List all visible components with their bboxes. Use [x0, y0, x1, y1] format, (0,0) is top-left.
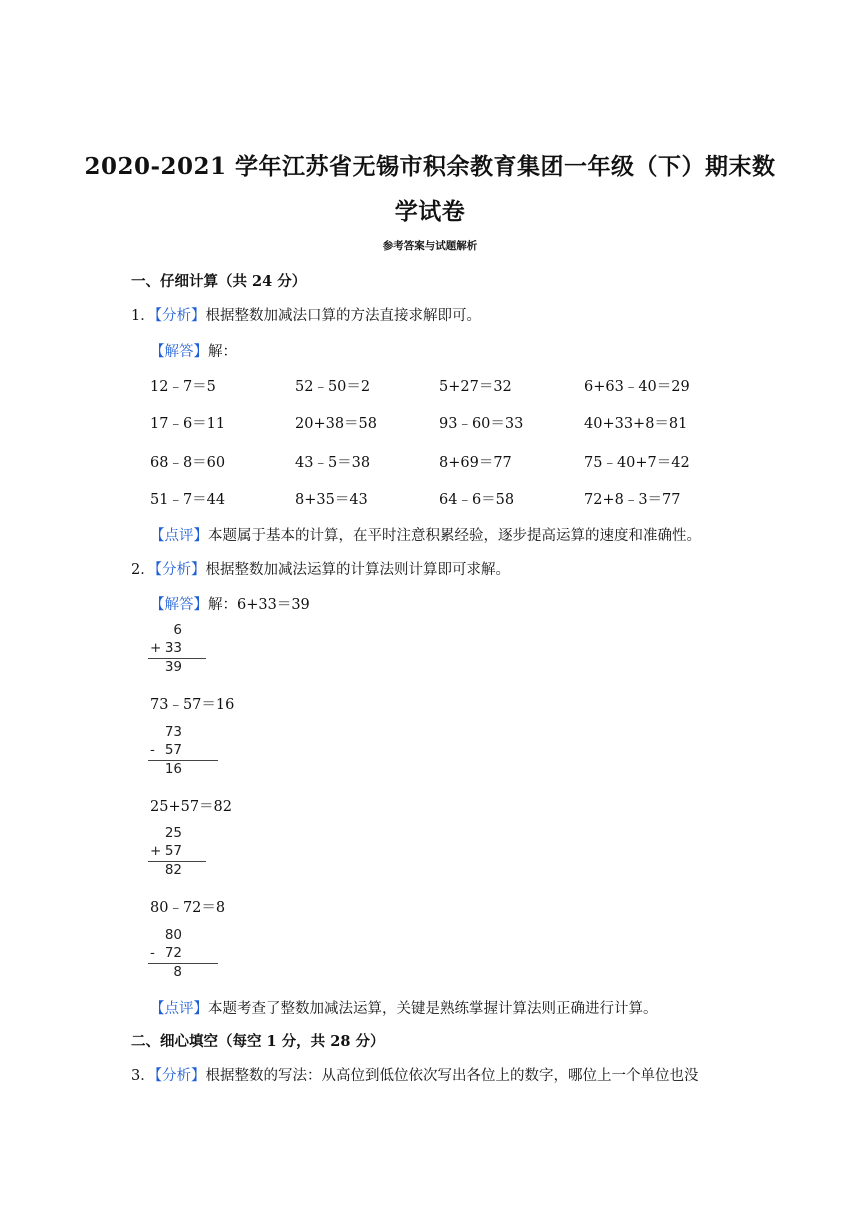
- vertical-calc-4: [148, 927, 218, 983]
- vcalc2-sign: -: [150, 742, 155, 758]
- q1-answer-prefix: 解：: [208, 344, 237, 360]
- q1-comment-tag: 【点评】: [150, 528, 208, 544]
- q1-eq-r2-c4: 40+33+8＝81: [584, 416, 688, 432]
- document-title-line1: 2020-2021 学年江苏省无锡市积余教育集团一年级（下）期末数: [84, 153, 776, 180]
- q1-eq-r4-c3: 64﹣6＝58: [439, 492, 515, 508]
- q1-eq-r4-c4: 72+8﹣3＝77: [584, 492, 681, 508]
- document-subtitle: 参考答案与试题解析: [382, 240, 478, 252]
- q1-analysis-tag: 【分析】: [154, 308, 206, 324]
- q1-eq-r2-c2: 20+38＝58: [295, 416, 378, 432]
- vcalc4-result: 8: [173, 964, 182, 980]
- vertical-calc-2: [148, 724, 218, 780]
- q1-analysis-text: 根据整数加减法口算的方法直接求解即可。: [205, 308, 481, 324]
- q1-eq-r3-c4: 75﹣40+7＝42: [584, 455, 690, 471]
- q2-answer-line: [150, 593, 310, 614]
- vcalc3-bottom: 57: [164, 843, 182, 859]
- section-heading-1: 一、仔细计算（共 24 分）: [131, 273, 307, 290]
- q1-comment-line: [150, 524, 701, 545]
- q1-eq-r4-c2: 8+35＝43: [295, 492, 368, 508]
- vcalc2-bottom: 57: [164, 742, 182, 758]
- vcalc4-sign: -: [150, 945, 155, 961]
- q1-eq-r2-c1: 17﹣6＝11: [150, 416, 226, 432]
- vcalc1-top: 6: [173, 622, 182, 638]
- q1-analysis-line: [131, 304, 481, 325]
- vcalc1-result: 39: [164, 659, 182, 675]
- section-heading-2: 二、细心填空（每空 1 分，共 28 分）: [131, 1033, 385, 1050]
- vcalc3-top: 25: [164, 825, 182, 841]
- q2-eq3: 25+57＝82: [150, 799, 233, 815]
- q1-eq-r1-c2: 52﹣50＝2: [295, 379, 371, 395]
- vcalc4-bottom: 72: [164, 945, 182, 961]
- vcalc4-top: 80: [164, 927, 182, 943]
- vcalc3-sign: +: [150, 843, 162, 859]
- q3-number: 3．: [131, 1068, 155, 1084]
- vcalc1-bottom: 33: [164, 640, 182, 656]
- vcalc2-result: 16: [164, 761, 182, 777]
- q1-eq-r4-c1: 51﹣7＝44: [150, 492, 226, 508]
- q1-comment-text: 本题属于基本的计算，在平时注意积累经验，逐步提高运算的速度和准确性。: [208, 528, 701, 544]
- q2-analysis-tag: 【分析】: [154, 562, 206, 578]
- q2-comment-line: [150, 997, 658, 1018]
- q1-eq-r2-c3: 93﹣60＝33: [439, 416, 524, 432]
- q2-comment-tag: 【点评】: [150, 1001, 208, 1017]
- q2-comment-text: 本题考查了整数加减法运算，关键是熟练掌握计算法则正确进行计算。: [208, 1001, 658, 1017]
- q2-eq4: 80﹣72＝8: [150, 900, 226, 916]
- q3-analysis-text: 根据整数的写法：从高位到低位依次写出各位上的数字，哪位上一个单位也没: [205, 1068, 699, 1084]
- q2-analysis-text: 根据整数加减法运算的计算法则计算即可求解。: [205, 562, 510, 578]
- vertical-calc-1: [148, 622, 218, 678]
- q3-analysis-tag: 【分析】: [154, 1068, 206, 1084]
- q2-eq2: 73﹣57＝16: [150, 697, 235, 713]
- q1-eq-r1-c1: 12﹣7＝5: [150, 379, 216, 395]
- vcalc1-sign: +: [150, 640, 162, 656]
- q3-analysis-line: [131, 1064, 698, 1085]
- q1-eq-r3-c3: 8+69＝77: [439, 455, 512, 471]
- q1-number: 1．: [131, 308, 155, 324]
- vertical-calc-3: [148, 825, 218, 881]
- q1-eq-r3-c2: 43﹣5＝38: [295, 455, 371, 471]
- q2-analysis-line: [131, 558, 510, 579]
- q1-eq-r1-c3: 5+27＝32: [439, 379, 512, 395]
- vcalc3-result: 82: [164, 862, 182, 878]
- q1-answer-tag: 【解答】: [150, 344, 208, 360]
- document-title-line2: 学试卷: [394, 198, 466, 225]
- q2-answer-tag: 【解答】: [150, 597, 208, 613]
- q1-eq-r3-c1: 68﹣8＝60: [150, 455, 226, 471]
- q1-answer-line: [150, 340, 237, 361]
- q1-eq-r1-c4: 6+63﹣40＝29: [584, 379, 690, 395]
- q2-answer-eq1: 解：6+33＝39: [208, 597, 310, 613]
- vcalc2-top: 73: [164, 724, 182, 740]
- q2-number: 2．: [131, 562, 155, 578]
